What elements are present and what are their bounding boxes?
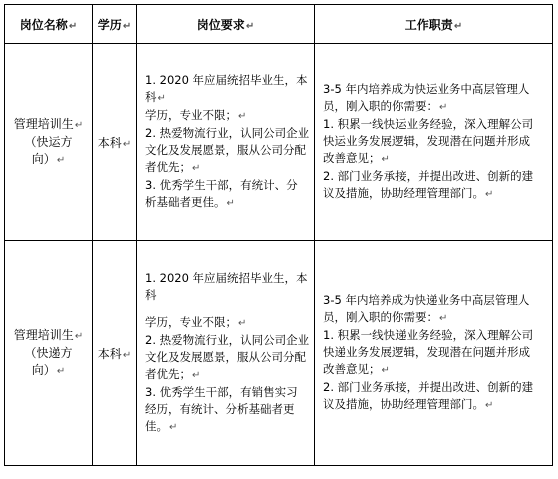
header-duties: 工作职责↵: [315, 5, 553, 44]
header-requirements: 岗位要求↵: [137, 5, 315, 44]
position-name-line: （快运方: [24, 134, 73, 149]
duty-line: 议及措施，协助经理管理部门。↵: [323, 397, 494, 411]
header-row: [5, 5, 553, 44]
requirement-line: 2. 热爱物流行业，认同公司企业: [145, 333, 310, 347]
requirement-line: 经历，有统计、分析基础者更: [145, 402, 295, 416]
position-name-line: （快递方: [24, 345, 73, 360]
position-name-line: 向）↵: [31, 151, 66, 166]
requirement-line: 学历，专业不限；↵: [145, 315, 247, 329]
table-row: [5, 241, 553, 466]
position-name-cell: [5, 241, 93, 466]
line-gap: [145, 304, 310, 314]
requirement-line: 文化及发展愿景，服从公司分配: [145, 350, 306, 364]
duties-cell: [315, 241, 553, 466]
position-name-line: 向）↵: [31, 362, 66, 377]
education-cell: 本科↵: [93, 44, 137, 241]
requirement-line: 学历，专业不限；↵: [145, 108, 247, 122]
duty-line: 2. 部门业务承接，并提出改进、创新的建: [323, 169, 534, 183]
requirements-cell: [137, 44, 315, 241]
table-row: [5, 44, 553, 241]
duty-line: 3-5 年内培养成为快运业务中高层管理人: [323, 82, 530, 96]
duty-line: 改善意见；↵: [323, 362, 390, 376]
requirement-line: 佳。↵: [145, 419, 178, 433]
duty-line: 1. 积累一线快运业务经验，深入理解公司: [323, 117, 534, 131]
job-table: [4, 4, 553, 466]
header-position-name: 岗位名称↵: [5, 5, 93, 44]
requirement-line: 析基础者更佳。↵: [145, 195, 235, 209]
education-cell: 本科↵: [93, 241, 137, 466]
duty-line: 员，刚入职的你需要：↵: [323, 310, 448, 324]
requirement-line: 2. 热爱物流行业，认同公司企业: [145, 126, 310, 140]
requirement-line: 文化及发展愿景，服从公司分配: [145, 143, 306, 157]
duty-line: 员，刚入职的你需要：↵: [323, 99, 448, 113]
requirement-line: 者优先；↵: [145, 160, 201, 174]
requirement-line: 3. 优秀学生干部，有统计、分: [145, 178, 298, 192]
requirements-cell: [137, 241, 315, 466]
duty-line: 2. 部门业务承接，并提出改进、创新的建: [323, 380, 534, 394]
duty-line: 快递业务发展逻辑，发现潜在问题并形成: [323, 345, 530, 359]
duties-cell: [315, 44, 553, 241]
duty-line: 1. 积累一线快递业务经验，深入理解公司: [323, 328, 534, 342]
requirement-line: 1. 2020 年应届统招毕业生，本科: [145, 271, 308, 302]
position-name-cell: [5, 44, 93, 241]
position-name-line: 管理培训生↵: [13, 116, 84, 131]
duty-line: 快运业务发展逻辑，发现潜在问题并形成: [323, 134, 530, 148]
requirement-line: 者优先；↵: [145, 367, 201, 381]
duty-line: 改善意见；↵: [323, 151, 390, 165]
requirement-line: 3. 优秀学生干部，有销售实习: [145, 385, 298, 399]
duty-line: 3-5 年内培养成为快递业务中高层管理人: [323, 293, 530, 307]
duty-line: 议及措施，协助经理管理部门。↵: [323, 186, 494, 200]
header-education: 学历↵: [93, 5, 137, 44]
requirement-line: 1. 2020 年应届统招毕业生，本科↵: [145, 73, 308, 104]
position-name-line: 管理培训生↵: [13, 327, 84, 342]
